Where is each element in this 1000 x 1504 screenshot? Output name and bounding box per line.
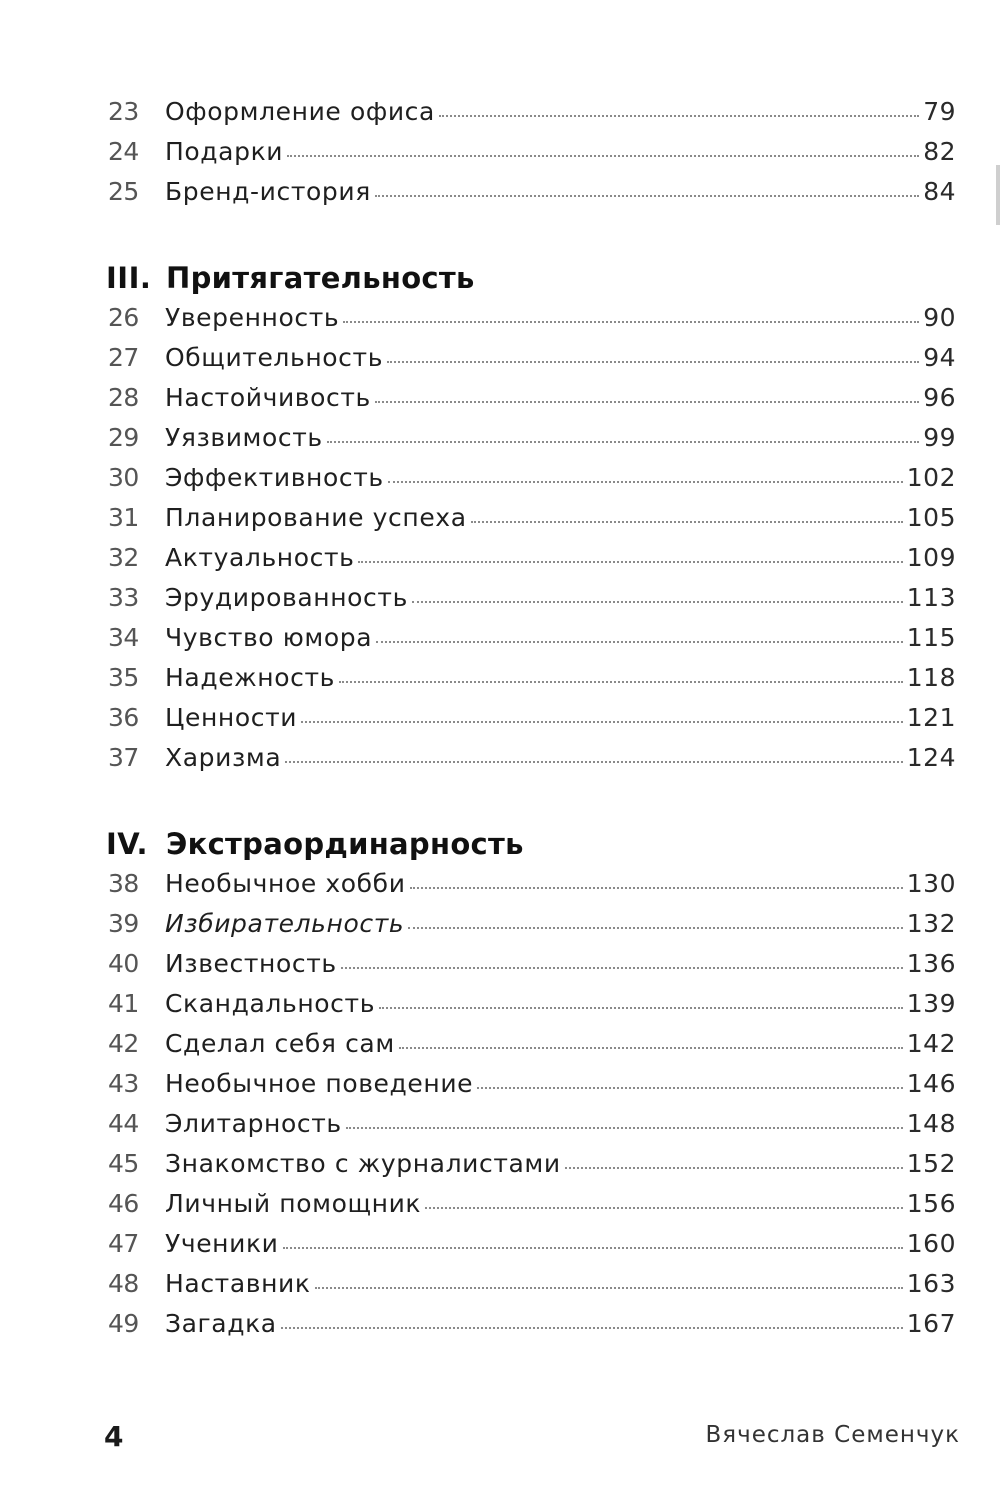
toc-entry[interactable] <box>108 498 956 538</box>
dot-leader <box>439 113 919 117</box>
dot-leader <box>379 1005 903 1009</box>
dot-leader <box>376 639 903 643</box>
dot-leader <box>408 925 903 929</box>
entry-page: 121 <box>906 703 956 732</box>
toc-entry[interactable] <box>108 618 956 658</box>
section-title: Притягательность <box>166 261 475 295</box>
toc-entry[interactable] <box>108 1264 956 1304</box>
entry-title: Актуальность <box>165 543 355 572</box>
entry-page: 115 <box>906 623 956 652</box>
entry-number: 29 <box>108 423 139 452</box>
entry-title: Надежность <box>165 663 335 692</box>
entry-number: 27 <box>108 343 139 372</box>
entry-page: 136 <box>906 949 956 978</box>
dot-leader <box>341 965 903 969</box>
toc-entry[interactable] <box>108 904 956 944</box>
entry-number: 36 <box>108 703 139 732</box>
dot-leader <box>343 319 919 323</box>
entry-page: 167 <box>906 1309 956 1338</box>
toc-entry[interactable] <box>108 698 956 738</box>
entry-title: Бренд-история <box>165 177 371 206</box>
dot-leader <box>346 1125 903 1129</box>
toc-entry[interactable] <box>108 1024 956 1064</box>
entry-title: Необычное хобби <box>165 869 406 898</box>
entry-page: 148 <box>906 1109 956 1138</box>
section-title: Экстраординарность <box>166 827 524 861</box>
entry-title: Известность <box>165 949 337 978</box>
entry-page: 139 <box>906 989 956 1018</box>
toc-entry[interactable] <box>108 1144 956 1184</box>
entry-page: 124 <box>906 743 956 772</box>
entry-number: 49 <box>108 1309 139 1338</box>
toc-entry[interactable] <box>108 1184 956 1224</box>
toc-entry[interactable] <box>108 944 956 984</box>
entry-page: 94 <box>923 343 956 372</box>
page-edge-mark <box>996 165 1000 225</box>
dot-leader <box>287 153 919 157</box>
dot-leader <box>399 1045 903 1049</box>
entry-number: 41 <box>108 989 139 1018</box>
entry-page: 84 <box>923 177 956 206</box>
entry-title: Планирование успеха <box>165 503 467 532</box>
entry-title: Чувство юмора <box>165 623 373 652</box>
dot-leader <box>410 885 903 889</box>
entry-number: 37 <box>108 743 139 772</box>
entry-page: 96 <box>923 383 956 412</box>
toc-entry[interactable] <box>108 658 956 698</box>
entry-number: 38 <box>108 869 139 898</box>
running-footer-author: Вячеслав Семенчук <box>705 1422 960 1448</box>
entry-number: 30 <box>108 463 139 492</box>
toc-entry[interactable] <box>108 378 956 418</box>
entry-title: Харизма <box>165 743 282 772</box>
entry-page: 79 <box>923 97 956 126</box>
entry-title: Избирательность <box>165 909 405 938</box>
entry-number: 26 <box>108 303 139 332</box>
toc-entry[interactable] <box>108 418 956 458</box>
dot-leader <box>477 1085 903 1089</box>
entry-number: 45 <box>108 1149 139 1178</box>
entry-page: 156 <box>906 1189 956 1218</box>
dot-leader <box>375 193 919 197</box>
dot-leader <box>387 359 919 363</box>
toc-entry[interactable] <box>108 1224 956 1264</box>
dot-leader <box>283 1245 903 1249</box>
dot-leader <box>471 519 903 523</box>
entry-title: Подарки <box>165 137 284 166</box>
section-roman-numeral: IV. <box>106 827 149 861</box>
toc-entry[interactable] <box>108 864 956 904</box>
entry-number: 47 <box>108 1229 139 1258</box>
dot-leader <box>565 1165 903 1169</box>
section-heading-3[interactable] <box>106 254 475 302</box>
entry-title: Элитарность <box>165 1109 342 1138</box>
toc-entry[interactable] <box>108 458 956 498</box>
entry-number: 43 <box>108 1069 139 1098</box>
entry-title: Эрудированность <box>165 583 408 612</box>
entry-page: 99 <box>923 423 956 452</box>
entry-page: 163 <box>906 1269 956 1298</box>
toc-entry[interactable] <box>108 984 956 1024</box>
entry-number: 31 <box>108 503 139 532</box>
entry-title: Настойчивость <box>165 383 371 412</box>
entry-number: 28 <box>108 383 139 412</box>
section-heading-4[interactable] <box>106 820 524 868</box>
dot-leader <box>281 1325 903 1329</box>
entry-title: Знакомство с журналистами <box>165 1149 561 1178</box>
entry-number: 32 <box>108 543 139 572</box>
entry-number: 34 <box>108 623 139 652</box>
toc-entry[interactable] <box>108 92 956 132</box>
entry-title: Ученики <box>165 1229 279 1258</box>
entry-number: 44 <box>108 1109 139 1138</box>
entry-number: 23 <box>108 97 139 126</box>
entry-number: 40 <box>108 949 139 978</box>
entry-title: Ценности <box>165 703 298 732</box>
entry-number: 25 <box>108 177 139 206</box>
entry-number: 39 <box>108 909 139 938</box>
entry-page: 105 <box>906 503 956 532</box>
entry-title: Эффективность <box>165 463 384 492</box>
entry-page: 109 <box>906 543 956 572</box>
toc-entry[interactable] <box>108 338 956 378</box>
entry-page: 160 <box>906 1229 956 1258</box>
entry-number: 33 <box>108 583 139 612</box>
entry-title: Загадка <box>165 1309 277 1338</box>
entry-number: 42 <box>108 1029 139 1058</box>
toc-entry[interactable] <box>108 738 956 778</box>
entry-number: 35 <box>108 663 139 692</box>
entry-title: Уязвимость <box>165 423 323 452</box>
toc-entry[interactable] <box>108 132 956 172</box>
entry-page: 82 <box>923 137 956 166</box>
page-number: 4 <box>104 1420 124 1453</box>
toc-entry[interactable] <box>108 578 956 618</box>
dot-leader <box>412 599 903 603</box>
dot-leader <box>339 679 903 683</box>
toc-entry[interactable] <box>108 298 956 338</box>
entry-title: Общительность <box>165 343 384 372</box>
entry-number: 46 <box>108 1189 139 1218</box>
entry-page: 113 <box>906 583 956 612</box>
entry-title: Необычное поведение <box>165 1069 474 1098</box>
toc-entry[interactable] <box>108 538 956 578</box>
section-roman-numeral: III. <box>106 261 152 295</box>
entry-title: Наставник <box>165 1269 311 1298</box>
entry-page: 118 <box>906 663 956 692</box>
entry-title: Уверенность <box>165 303 340 332</box>
entry-page: 132 <box>906 909 956 938</box>
entry-page: 152 <box>906 1149 956 1178</box>
dot-leader <box>301 719 903 723</box>
toc-entry[interactable] <box>108 1064 956 1104</box>
dot-leader <box>315 1285 903 1289</box>
entry-page: 142 <box>906 1029 956 1058</box>
dot-leader <box>327 439 919 443</box>
entry-title: Сделал себя сам <box>165 1029 395 1058</box>
toc-entry[interactable] <box>108 1104 956 1144</box>
toc-entry[interactable] <box>108 1304 956 1344</box>
entry-title: Оформление офиса <box>165 97 435 126</box>
dot-leader <box>358 559 902 563</box>
entry-page: 130 <box>906 869 956 898</box>
entry-page: 102 <box>906 463 956 492</box>
entry-title: Скандальность <box>165 989 376 1018</box>
entry-page: 146 <box>906 1069 956 1098</box>
dot-leader <box>388 479 903 483</box>
entry-number: 48 <box>108 1269 139 1298</box>
entry-number: 24 <box>108 137 139 166</box>
dot-leader <box>425 1205 903 1209</box>
toc-entry[interactable] <box>108 172 956 212</box>
dot-leader <box>285 759 903 763</box>
entry-page: 90 <box>923 303 956 332</box>
dot-leader <box>375 399 919 403</box>
entry-title: Личный помощник <box>165 1189 422 1218</box>
